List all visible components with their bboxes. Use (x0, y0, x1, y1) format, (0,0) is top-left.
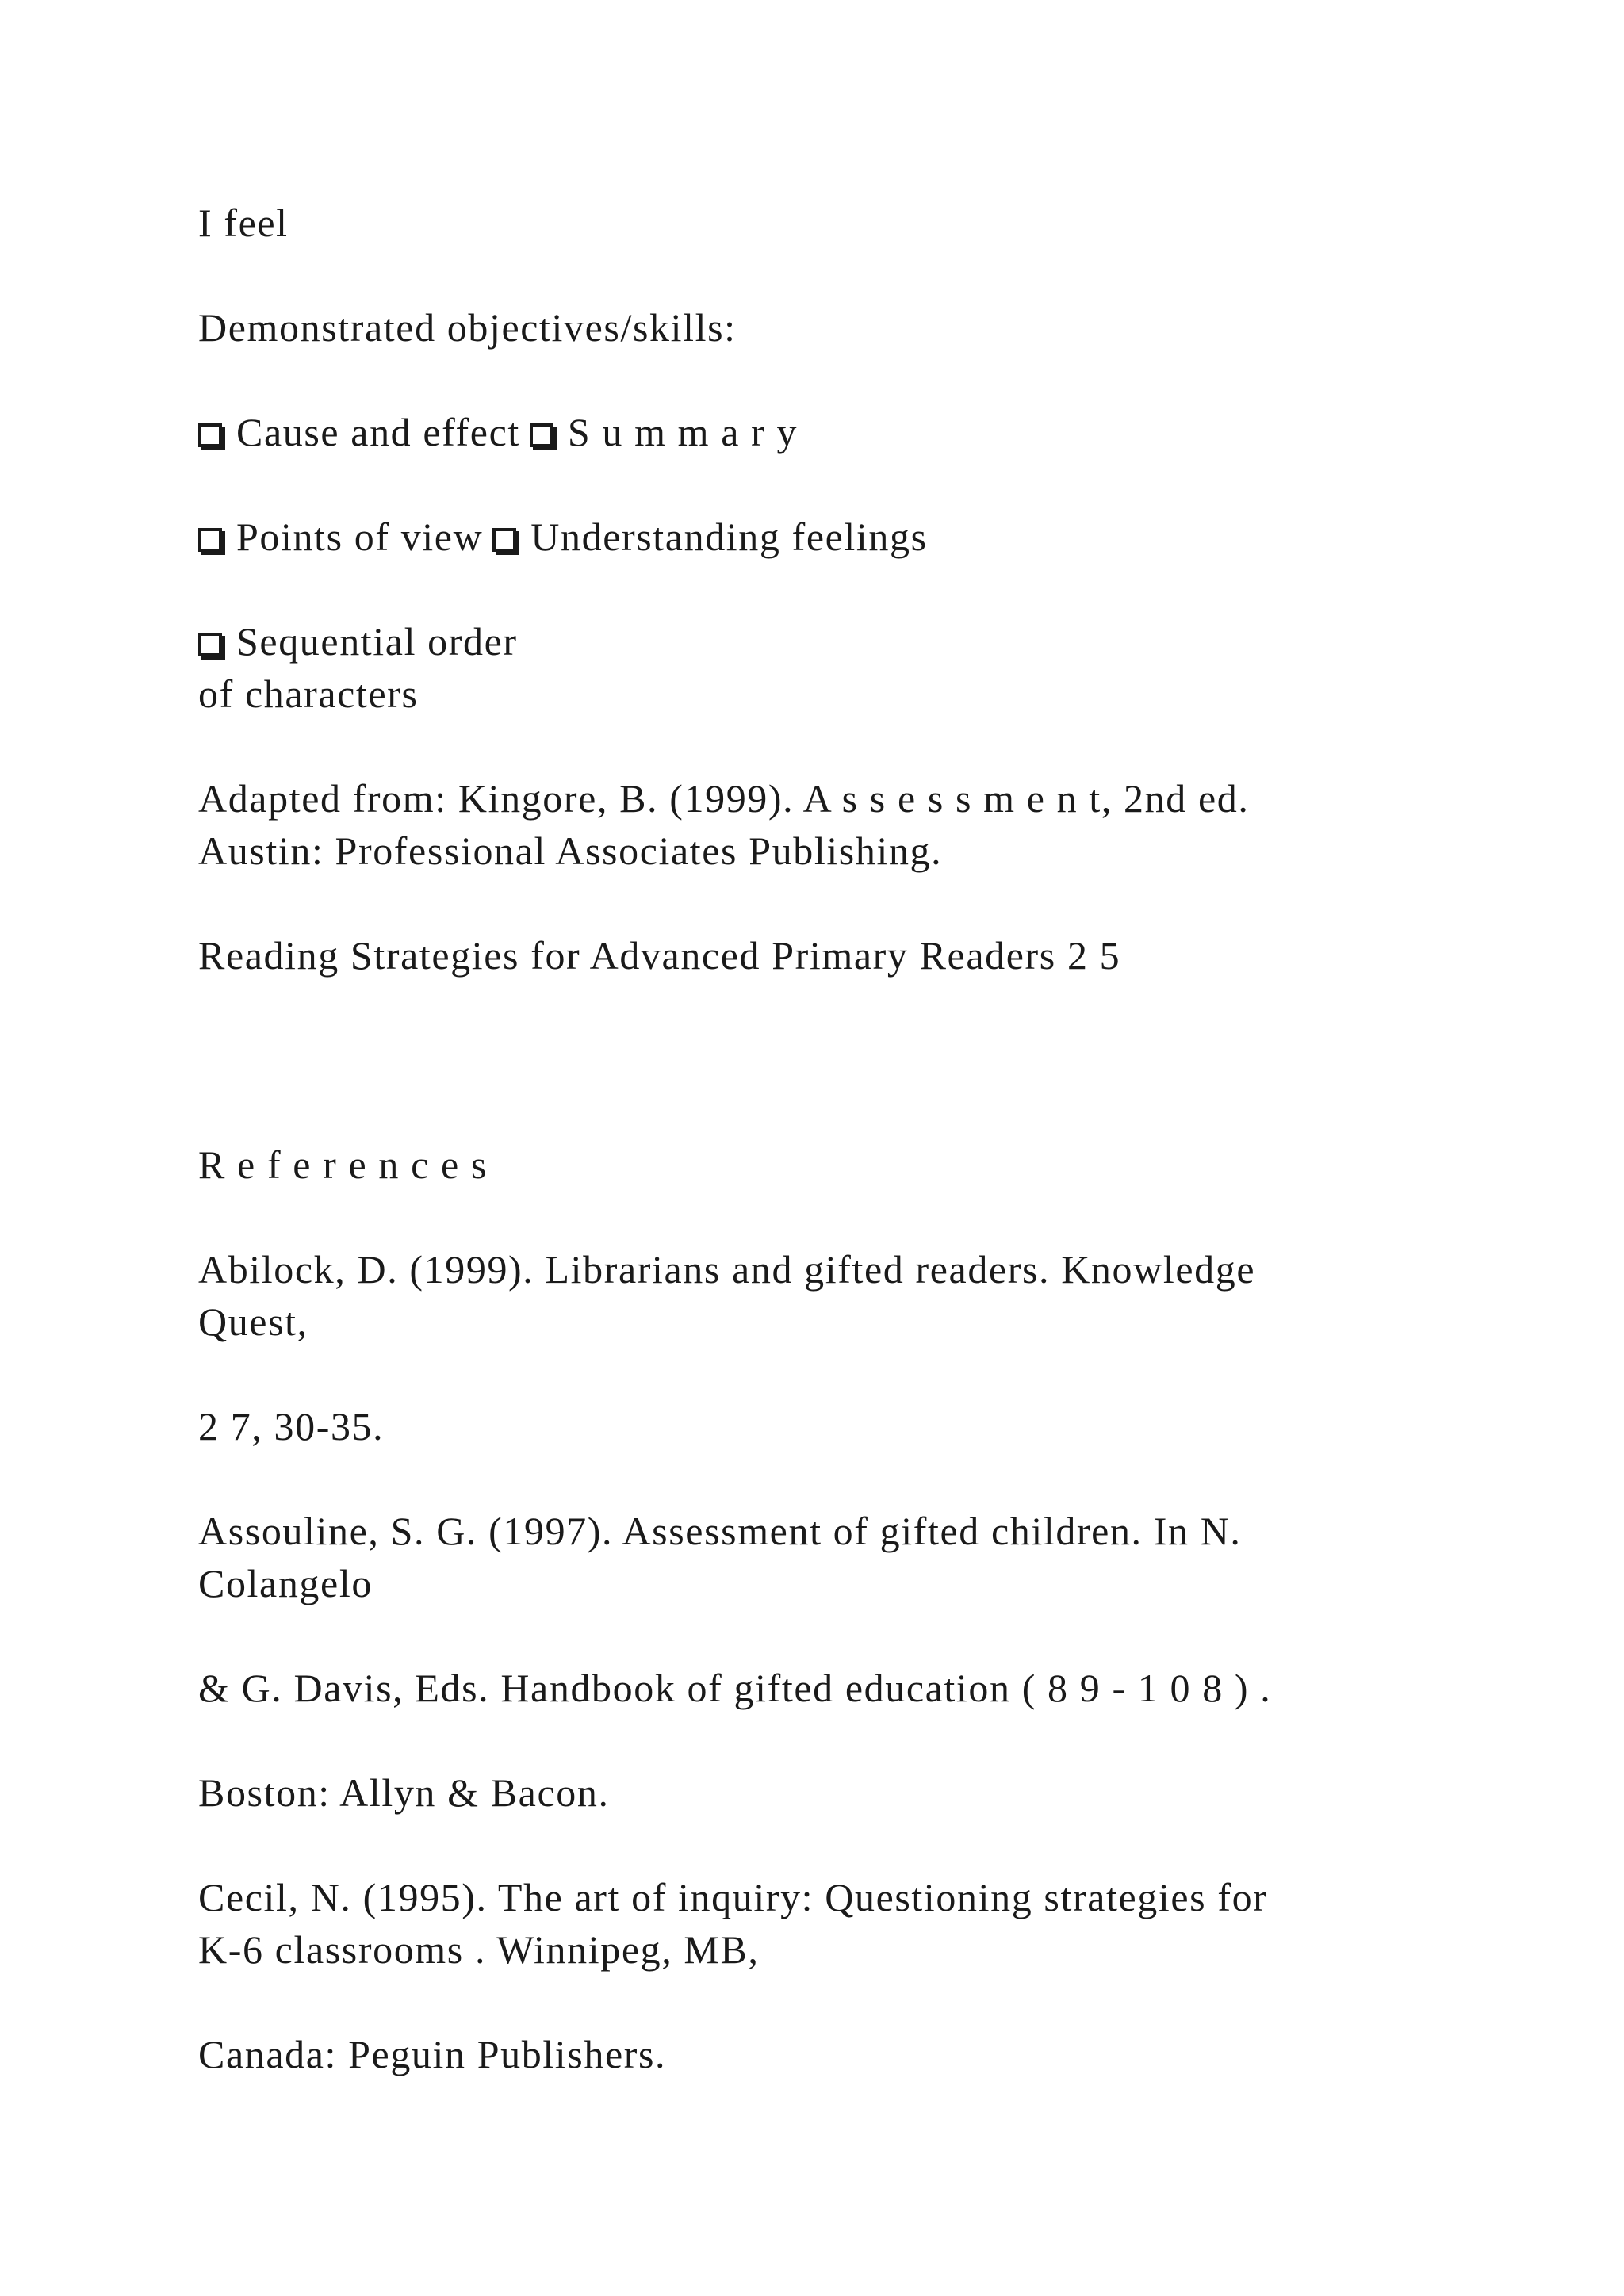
reference-assouline-line-3: & G. Davis, Eds. Handbook of gifted education ( 8 9 - 1 0 8 ) . (198, 1666, 1272, 1710)
checkbox-icon (198, 528, 222, 552)
checkbox-icon (530, 423, 553, 447)
adapted-from-line-2: Austin: Professional Associates Publishing. (198, 828, 943, 873)
running-footer: Reading Strategies for Advanced Primary Readers 2 5 (198, 933, 1121, 978)
checkbox-icon (198, 633, 222, 656)
reference-cecil-line-2: K-6 classrooms . Winnipeg, MB, (198, 1927, 760, 1972)
summary-label: S u m m a r y (567, 410, 799, 454)
checklist-row-3 (198, 615, 518, 668)
reference-assouline-line-1: Assouline, S. G. (1997). Assessment of gifted children. In N. (198, 1509, 1242, 1553)
references-heading: R e f e r e n c e s (198, 1142, 488, 1187)
cause-and-effect-label: Cause and effect (236, 410, 520, 454)
checklist-row-1 (198, 406, 798, 458)
checkbox-icon (492, 528, 516, 552)
reference-assouline-line-4: Boston: Allyn & Bacon. (198, 1770, 610, 1815)
checklist-row-2 (198, 511, 928, 563)
understanding-feelings-label: Understanding feelings (530, 515, 928, 559)
reference-assouline-line-2: Colangelo (198, 1561, 373, 1605)
objectives-heading: Demonstrated objectives/skills: (198, 305, 737, 350)
reference-abilock-line-1: Abilock, D. (1999). Librarians and gifted readers. Knowledge (198, 1247, 1256, 1292)
points-of-view-label: Points of view (236, 515, 484, 559)
of-characters-text: of characters (198, 672, 419, 716)
reference-cecil-line-3: Canada: Peguin Publishers. (198, 2032, 667, 2076)
i-feel-text: I feel (198, 201, 289, 245)
adapted-from-line-1: Adapted from: Kingore, B. (1999). A s s e s s m e n t, 2nd ed. (198, 776, 1250, 821)
reference-cecil-line-1: Cecil, N. (1995). The art of inquiry: Questioning strategies for (198, 1875, 1268, 1919)
reference-abilock-line-2: Quest, (198, 1299, 308, 1344)
reference-abilock-line-3: 2 7, 30-35. (198, 1404, 385, 1448)
sequential-order-label: Sequential order (236, 619, 518, 664)
checkbox-icon (198, 423, 222, 447)
